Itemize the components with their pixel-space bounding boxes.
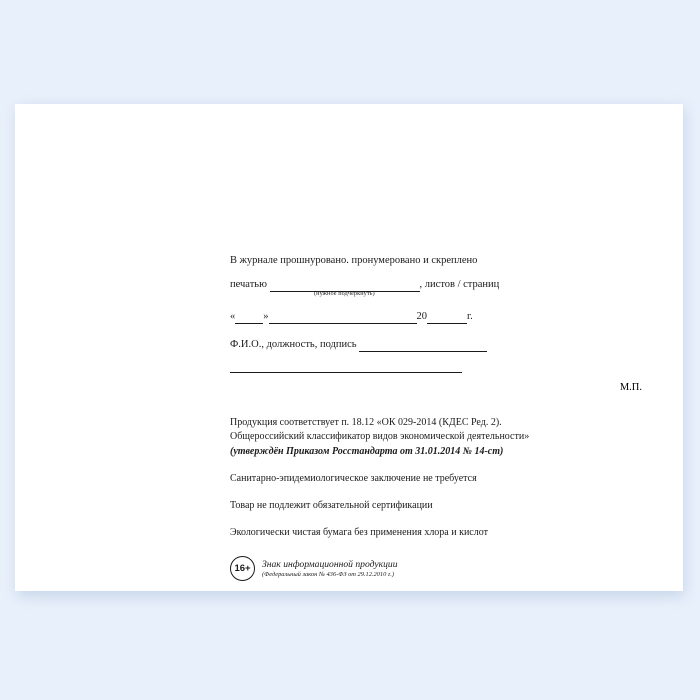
date-quote-open: « (230, 310, 236, 322)
fio-row-second (230, 359, 650, 373)
compliance-line-3: (утверждён Приказом Росстандарта от 31.01.2014 № 14-ст) (230, 445, 504, 457)
fio-fill-line-2 (230, 361, 462, 373)
compliance-line-2: Общероссийский классификатор видов экономической деятельности» (230, 431, 530, 443)
compliance-block (230, 416, 650, 581)
age-rating-subtitle: (Федеральный закон № 436-ФЗ от 29.12.2010 г.) (262, 571, 395, 579)
fio-row (230, 338, 650, 352)
age-rating-title: Знак информационной продукции (262, 559, 398, 571)
document-body (230, 254, 650, 581)
date-day-line (235, 312, 263, 324)
sheets-label: , листов / страниц (419, 279, 500, 291)
underline-hint: (нужное подчеркнуть) (314, 290, 375, 298)
compliance-line-1: Продукция соответствует п. 18.12 «ОК 029-2014 (КДЕС Ред. 2). (230, 417, 502, 429)
age-rating-icon: 16+ (230, 556, 255, 581)
fio-fill-line (359, 340, 487, 352)
compliance-line-4: Санитарно-эпидемиологическое заключение не требуется (230, 472, 477, 484)
paper-sheet (15, 104, 683, 591)
compliance-line-6: Экологически чистая бумага без применения хлора и кислот (230, 527, 488, 539)
journal-certification-block (230, 254, 650, 393)
fio-label: Ф.И.О., должность, подпись (230, 338, 357, 350)
date-year-line (427, 312, 467, 324)
seal-place-label: М.П. (619, 382, 642, 394)
seal-row (230, 278, 650, 299)
journal-line-1: В журнале прошнуровано. пронумеровано и скреплено (230, 255, 478, 266)
age-rating-row (230, 556, 650, 581)
seal-label: печатью (230, 279, 267, 291)
age-rating-text (262, 559, 398, 578)
date-row (230, 310, 650, 324)
date-suffix: г. (467, 310, 473, 322)
date-year: 20 (416, 310, 427, 322)
compliance-line-5: Товар не подлежит обязательной сертификации (230, 499, 433, 511)
date-month-line (269, 312, 417, 324)
date-quote-close: » (263, 310, 269, 322)
